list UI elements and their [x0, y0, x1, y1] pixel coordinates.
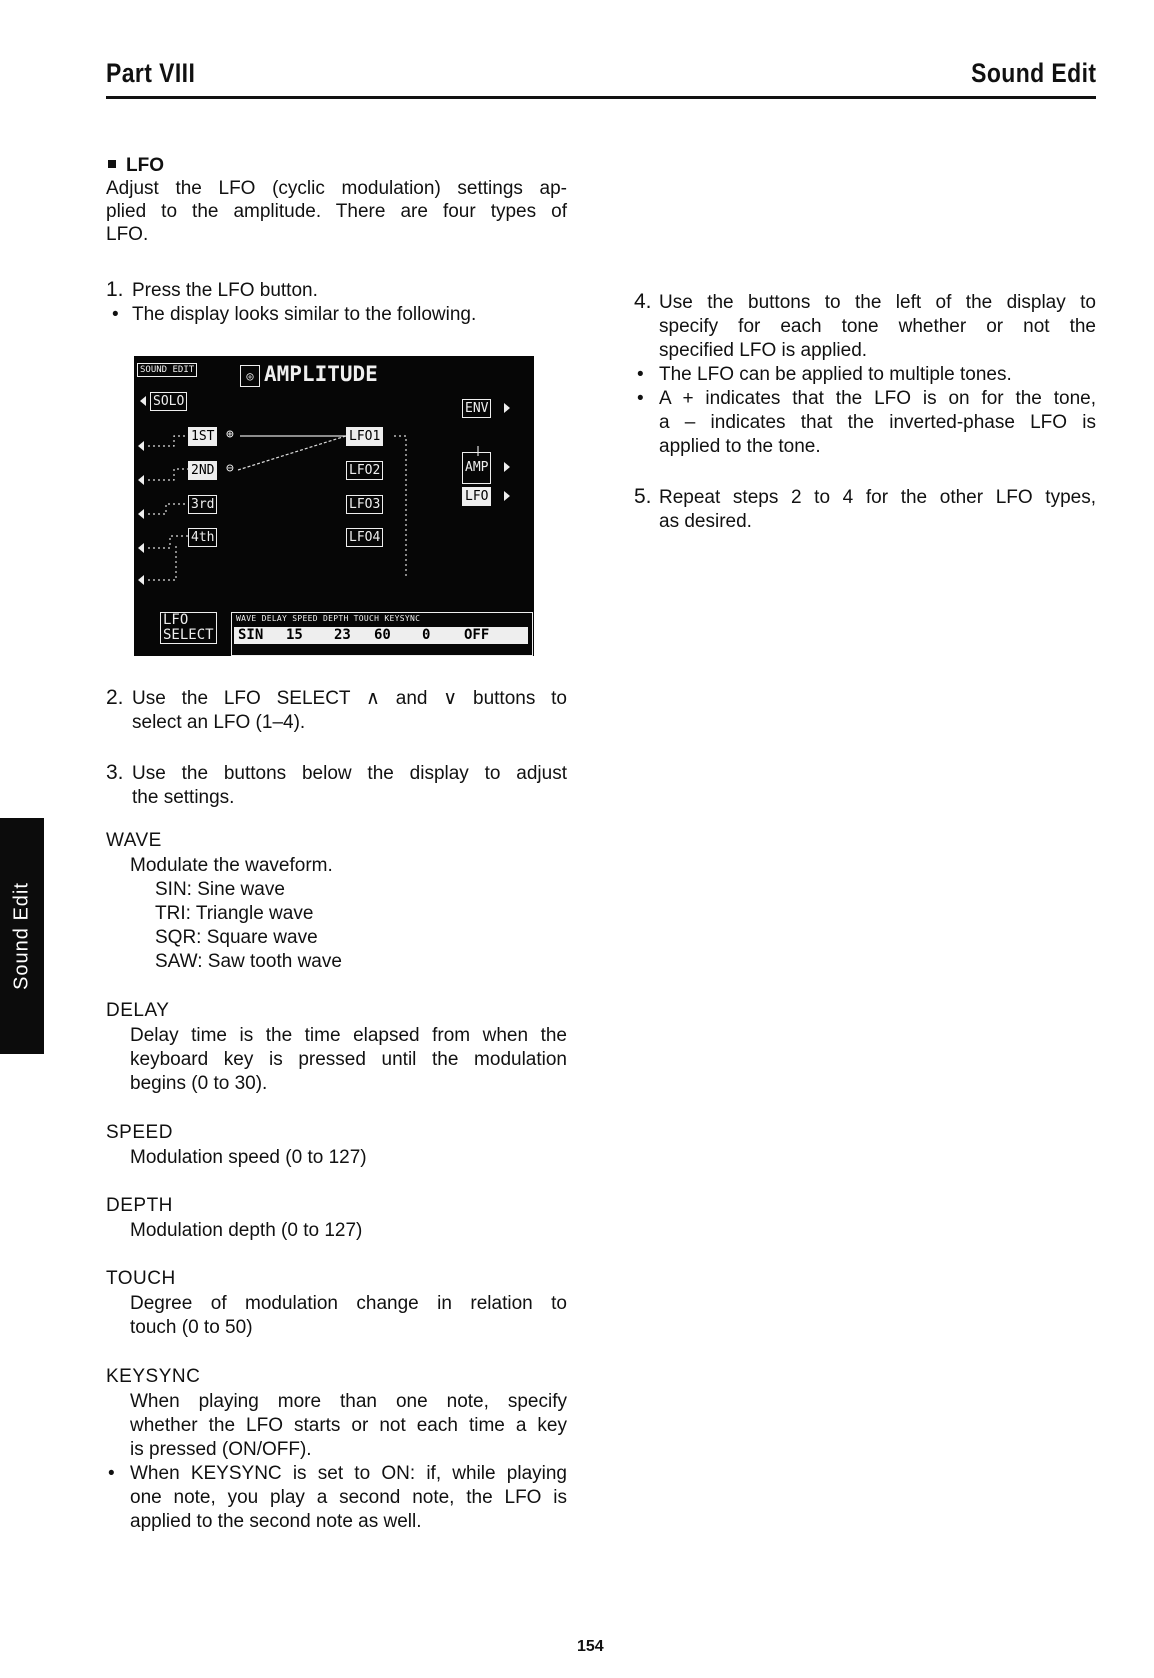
value-touch: 0 — [422, 627, 431, 643]
step2-line-2: select an LFO (1–4). — [132, 712, 306, 733]
keysync-line-2: whether the LFO starts or not each time a key — [130, 1415, 567, 1436]
intro-line-3: LFO. — [106, 224, 149, 245]
right-bullet1: The LFO can be applied to multiple tones. — [659, 364, 1012, 385]
tone-1st: 1ST — [188, 427, 217, 446]
lfo3-box: LFO3 — [346, 495, 383, 514]
value-depth: 60 — [374, 627, 391, 643]
plus-icon: ⊕ — [226, 427, 234, 442]
value-keysync: OFF — [464, 627, 490, 643]
tone-3rd: 3rd — [188, 495, 217, 514]
solo-box: SOLO — [150, 392, 187, 411]
intro-line-1: Adjust the LFO (cyclic modulation) settings ap- — [106, 178, 567, 199]
wave-desc: Modulate the waveform. — [130, 855, 333, 876]
lfo-mode-box: LFO — [462, 487, 491, 506]
keysync-heading: KEYSYNC — [106, 1366, 201, 1387]
step4-line-1: Use the buttons to the left of the display to — [659, 292, 1096, 313]
right-bullet2-line-2: a – indicates that the inverted-phase LFO is — [659, 412, 1096, 433]
delay-line-1: Delay time is the time elapsed from when the — [130, 1025, 567, 1046]
intro-line-2: plied to the amplitude. There are four types of — [106, 201, 567, 222]
lfo4-box: LFO4 — [346, 528, 383, 547]
right-bullet2-line-1: A + indicates that the LFO is on for the tone, — [659, 388, 1096, 409]
lcd-display — [134, 356, 534, 656]
param-panel — [231, 612, 533, 656]
bullet-icon: • — [112, 304, 119, 325]
square-bullet-icon — [108, 160, 116, 168]
param-headers: WAVE DELAY SPEED DEPTH TOUCH KEYSYNC — [236, 614, 421, 623]
env-arrow-icon — [504, 403, 510, 413]
keysync-line-1: When playing more than one note, specify — [130, 1391, 567, 1412]
amplitude-icon: ◎ — [240, 365, 260, 387]
keysync-bullet-line-1: When KEYSYNC is set to ON: if, while playing — [130, 1463, 567, 1484]
touch-heading: TOUCH — [106, 1268, 176, 1289]
step1-bullet: The display looks similar to the following. — [132, 304, 477, 325]
tone2-arrow-icon — [138, 475, 144, 485]
depth-heading: DEPTH — [106, 1195, 173, 1216]
step3-line-1: Use the buttons below the display to adjust — [132, 763, 567, 784]
touch-line-2: touch (0 to 50) — [130, 1317, 253, 1338]
value-delay: 15 — [286, 627, 303, 643]
right-bullet2-line-3: applied to the tone. — [659, 436, 821, 457]
step1-text: Press the LFO button. — [132, 280, 318, 301]
lfo-title: LFO — [126, 155, 164, 176]
tone4-arrow-icon — [138, 543, 144, 553]
delay-heading: DELAY — [106, 1000, 170, 1021]
solo-arrow-icon — [140, 396, 146, 406]
section-header: Sound Edit — [970, 58, 1096, 88]
value-speed: 23 — [334, 627, 351, 643]
step2-line-1: Use the LFO SELECT ∧ and ∨ buttons to — [132, 688, 567, 709]
lfo-select-line-2: SELECT — [163, 627, 214, 643]
side-tab-label: Sound Edit — [10, 882, 33, 990]
keysync-bullet-line-2: one note, you play a second note, the LFO is — [130, 1487, 567, 1508]
page-number: 154 — [577, 1638, 604, 1655]
lfo-select-label — [160, 612, 217, 644]
lfo-heading — [106, 154, 164, 178]
part-header: Part VIII — [106, 58, 196, 88]
step4-number: 4. — [634, 290, 652, 313]
step5-line-2: as desired. — [659, 511, 752, 532]
depth-desc: Modulation depth (0 to 127) — [130, 1220, 363, 1241]
lfo1-box: LFO1 — [346, 427, 383, 446]
delay-line-2: keyboard key is pressed until the modulation — [130, 1049, 567, 1070]
lfo2-box: LFO2 — [346, 461, 383, 480]
keysync-bullet-line-3: applied to the second note as well. — [130, 1511, 422, 1532]
right-bullet2-icon: • — [637, 388, 644, 409]
value-wave: SIN — [238, 627, 264, 643]
minus-icon: ⊖ — [226, 461, 234, 476]
touch-line-1: Degree of modulation change in relation to — [130, 1293, 567, 1314]
sound-edit-label: SOUND EDIT — [137, 363, 197, 377]
tone5-arrow-icon — [138, 575, 144, 585]
step2-number: 2. — [106, 686, 124, 709]
wave-heading: WAVE — [106, 830, 162, 851]
speed-desc: Modulation speed (0 to 127) — [130, 1147, 367, 1168]
step3-number: 3. — [106, 761, 124, 784]
step3-line-2: the settings. — [132, 787, 235, 808]
step5-number: 5. — [634, 485, 652, 508]
keysync-line-3: is pressed (ON/OFF). — [130, 1439, 312, 1460]
lfo-select-line-1: LFO — [163, 612, 189, 628]
amp-box: AMP — [462, 452, 491, 484]
wave-option-sin: SIN: Sine wave — [155, 879, 285, 900]
lfo-mode-arrow-icon — [504, 491, 510, 501]
step4-line-3: specified LFO is applied. — [659, 340, 868, 361]
keysync-bullet-icon: • — [108, 1463, 115, 1484]
step1-number: 1. — [106, 278, 124, 301]
wave-option-saw: SAW: Saw tooth wave — [155, 951, 342, 972]
display-title: AMPLITUDE — [264, 362, 378, 386]
amp-arrow-icon — [504, 462, 510, 472]
tone3-arrow-icon — [138, 509, 144, 519]
tone1-arrow-icon — [138, 441, 144, 451]
speed-heading: SPEED — [106, 1122, 173, 1143]
wave-option-tri: TRI: Triangle wave — [155, 903, 314, 924]
step4-line-2: specify for each tone whether or not the — [659, 316, 1096, 337]
step5-line-1: Repeat steps 2 to 4 for the other LFO types, — [659, 487, 1096, 508]
env-box: ENV — [462, 399, 491, 418]
delay-line-3: begins (0 to 30). — [130, 1073, 268, 1094]
header-rule — [106, 96, 1096, 99]
side-tab — [0, 818, 44, 1054]
tone-2nd: 2ND — [188, 461, 217, 480]
right-bullet1-icon: • — [637, 364, 644, 385]
wave-option-sqr: SQR: Square wave — [155, 927, 318, 948]
tone-4th: 4th — [188, 528, 217, 547]
